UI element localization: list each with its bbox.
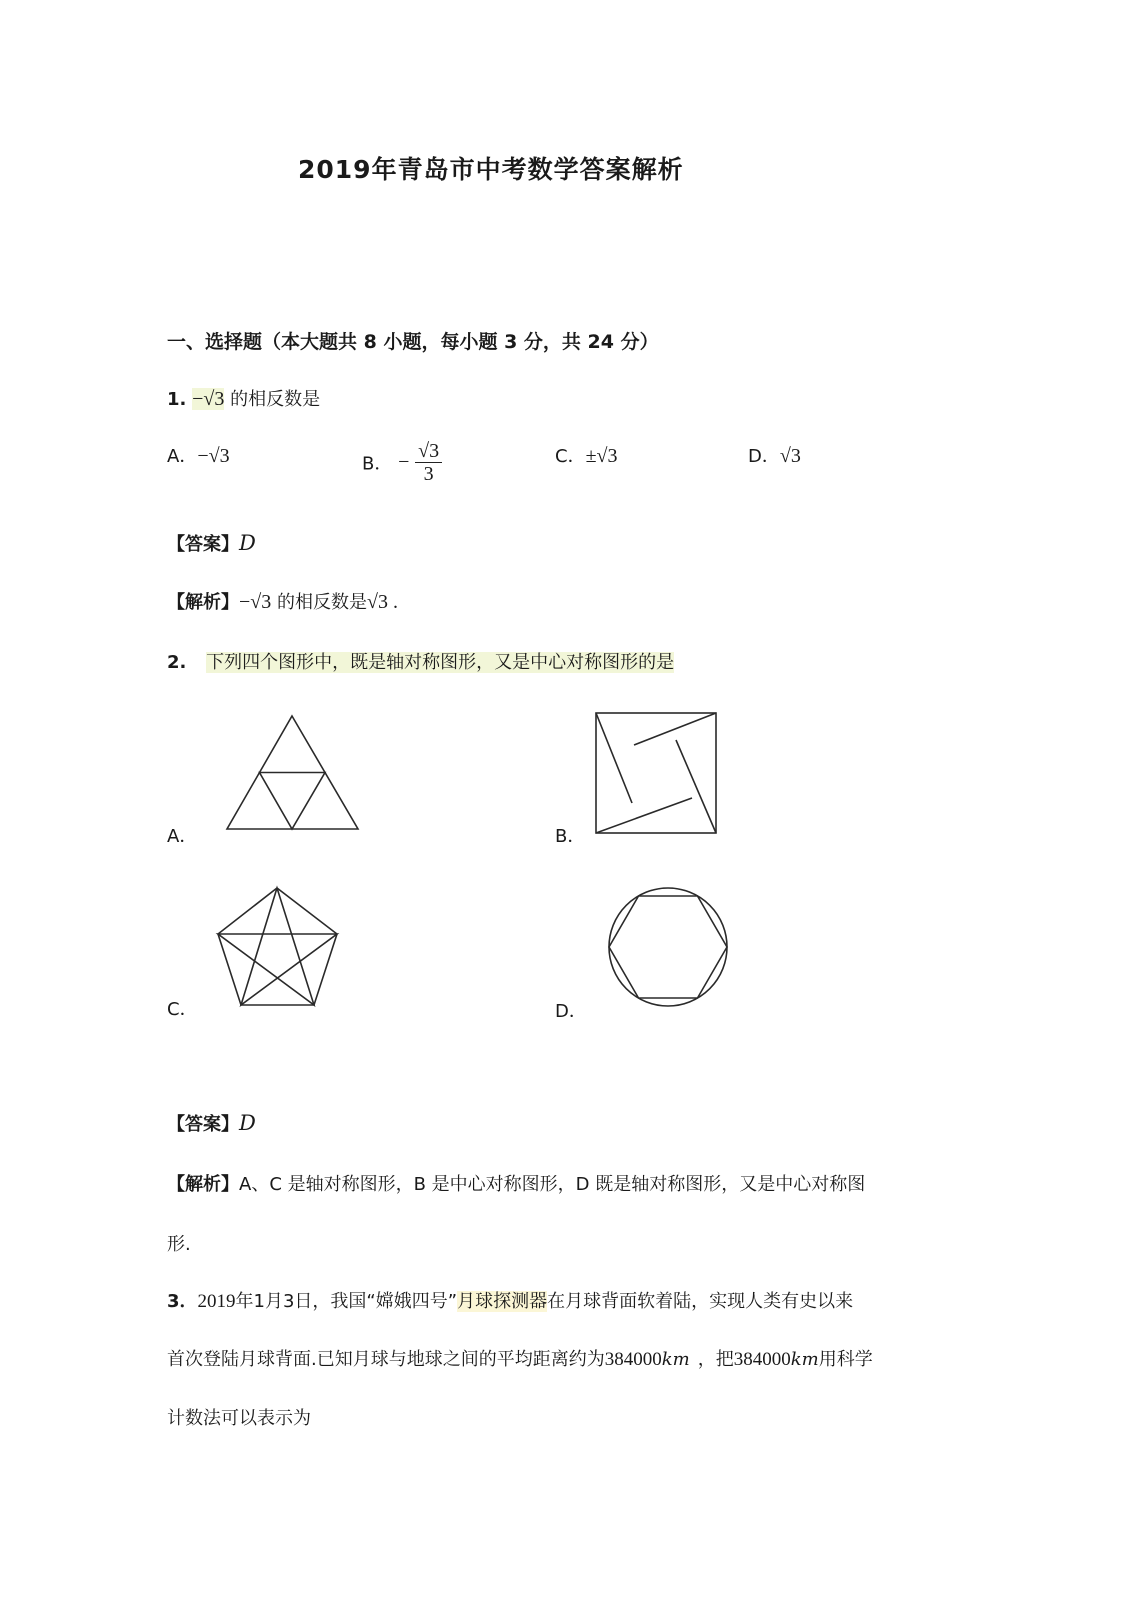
question-number: 2.	[167, 652, 187, 673]
question-number: 1.	[167, 389, 187, 410]
q2-option-c-label: C．	[167, 999, 198, 1020]
q2-analysis-continued: 形.	[167, 1234, 191, 1255]
q3-line-3: 计数法可以表示为	[167, 1408, 311, 1429]
q3-line-2: 首次登陆月球背面.已知月球与地球之间的平均距离约为384000km ，把384000km用科学	[167, 1349, 873, 1370]
q1-option-b-fraction: $\frac{√3}{3}$	[415, 440, 442, 485]
q1-option-a-value: −√3	[197, 445, 230, 467]
q1-option-d-value: √3	[779, 445, 801, 467]
q2-stem: 下列四个图形中，既是轴对称图形，又是中心对称图形的是	[206, 652, 675, 673]
page-title: 2019年青岛市中考数学答案解析	[298, 155, 684, 184]
q1-option-a: A．−√3	[167, 445, 230, 467]
rotated-square-in-square-icon	[592, 710, 720, 836]
q2-answer: 【答案】D	[167, 1111, 256, 1135]
q1-option-c-value: ±√3	[585, 445, 618, 467]
question-2	[167, 648, 674, 674]
section-heading: 一、选择题（本大题共 8 小题，每小题 3 分，共 24 分）	[167, 331, 659, 353]
q1-option-d: D．√3	[748, 445, 801, 467]
q1-answer-value: D	[239, 531, 256, 555]
q1-option-c: C．±√3	[555, 445, 618, 467]
q1-expression: −√3	[192, 388, 225, 410]
triangle-in-triangle-icon	[222, 712, 364, 834]
q2-option-d-label: D．	[555, 1001, 587, 1022]
q2-analysis: 【解析】A、C 是轴对称图形，B 是中心对称图形，D 既是轴对称图形，又是中心对称图	[167, 1174, 866, 1195]
question-number: 3．	[167, 1291, 198, 1312]
q2-option-a-label: A．	[167, 826, 198, 847]
star-in-pentagon-icon	[214, 884, 342, 1010]
question-1	[167, 385, 320, 411]
q2-option-b-label: B．	[555, 826, 586, 847]
question-3: 3．2019年1月3日，我国“嫦娥四号”月球探测器在月球背面软着陆，实现人类有史以来	[167, 1291, 854, 1312]
hexagon-in-circle-icon	[605, 884, 733, 1012]
q1-stem: 的相反数是	[230, 389, 321, 410]
q1-answer: 【答案】D	[167, 531, 256, 555]
q1-analysis: 【解析】−√3 的相反数是√3 .	[167, 591, 398, 613]
q1-option-b: B． − $\frac{√3}{3}$	[362, 440, 442, 485]
q2-answer-value: D	[239, 1111, 256, 1135]
